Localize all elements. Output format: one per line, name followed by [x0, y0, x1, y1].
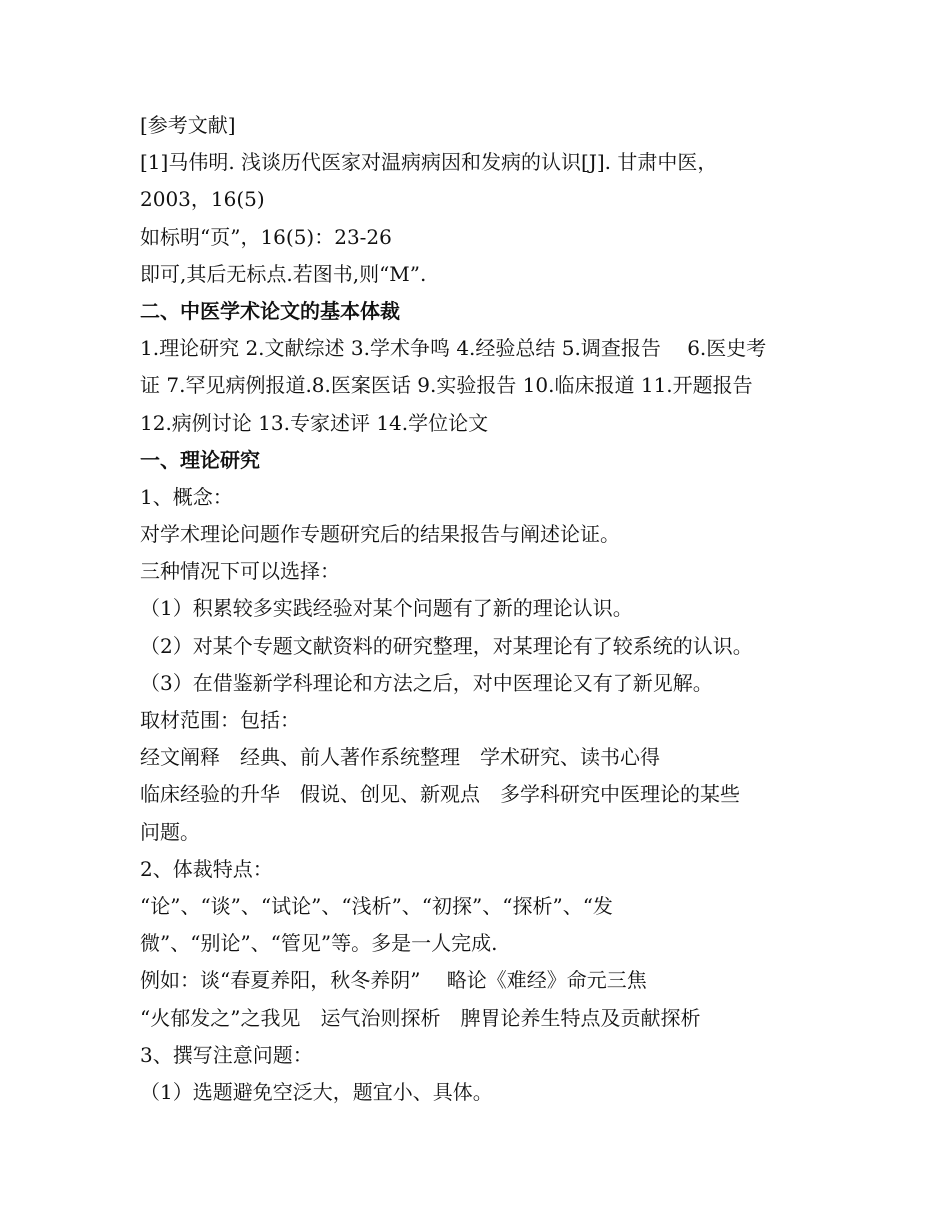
document-body	[140, 107, 840, 1111]
paragraph-line: 经文阐释 经典、前人著作系统整理 学术研究、读书心得	[140, 745, 660, 770]
paragraph-line: 对学术理论问题作专题研究后的结果报告与阐述论证。	[140, 522, 620, 547]
paragraph-line: 如标明“页”，16(5)：23-26	[140, 224, 392, 249]
paragraph-line: 临床经验的升华 假说、创见、新观点 多学科研究中医理论的某些	[140, 782, 740, 807]
paragraph-line: “火郁发之”之我见 运气治则探析 脾胃论养生特点及贡献探析	[140, 1005, 701, 1030]
reference-entry-line: [1]马伟明. 浅谈历代医家对温病病因和发病的认识[J]. 甘肃中医，	[140, 150, 718, 175]
reference-entry-line: 2003，16(5)	[140, 187, 265, 212]
list-item: （3）在借鉴新学科理论和方法之后，对中医理论又有了新见解。	[140, 670, 713, 695]
paragraph-line: 三种情况下可以选择：	[140, 559, 340, 584]
subsection-heading: 3、撰写注意问题：	[140, 1042, 313, 1067]
list-item: （2）对某个专题文献资料的研究整理，对某理论有了较系统的认识。	[140, 633, 753, 658]
list-item: （1）积累较多实践经验对某个问题有了新的理论认识。	[140, 596, 633, 621]
paragraph-line: 例如：谈“春夏养阳，秋冬养阴” 略论《难经》命元三焦	[140, 968, 647, 993]
paragraph-line: 证 7.罕见病例报道.8.医案医话 9.实验报告 10.临床报道 11.开题报告	[140, 373, 753, 398]
section-heading: 二、中医学术论文的基本体裁	[140, 298, 400, 323]
subsection-heading: 1、概念：	[140, 484, 233, 509]
paragraph-line: 微”、“别论”、“管见”等。多是一人完成.	[140, 931, 498, 956]
paragraph-line: 12.病例讨论 13.专家述评 14.学位论文	[140, 410, 489, 435]
reference-heading: [参考文献]	[140, 113, 236, 137]
paragraph-line: “论”、“谈”、“试论”、“浅析”、“初探”、“探析”、“发	[140, 893, 613, 918]
paragraph-line: 取材范围：包括：	[140, 708, 300, 732]
subsection-heading: 2、体裁特点：	[140, 856, 273, 881]
list-item: （1）选题避免空泛大，题宜小、具体。	[140, 1079, 493, 1104]
paragraph-line: 即可,其后无标点.若图书,则“M”.	[140, 261, 427, 286]
paragraph-line: 1.理论研究 2.文献综述 3.学术争鸣 4.经验总结 5.调查报告 6.医史考	[140, 336, 767, 361]
paragraph-line: 问题。	[140, 819, 200, 844]
section-heading: 一、理论研究	[140, 447, 260, 472]
